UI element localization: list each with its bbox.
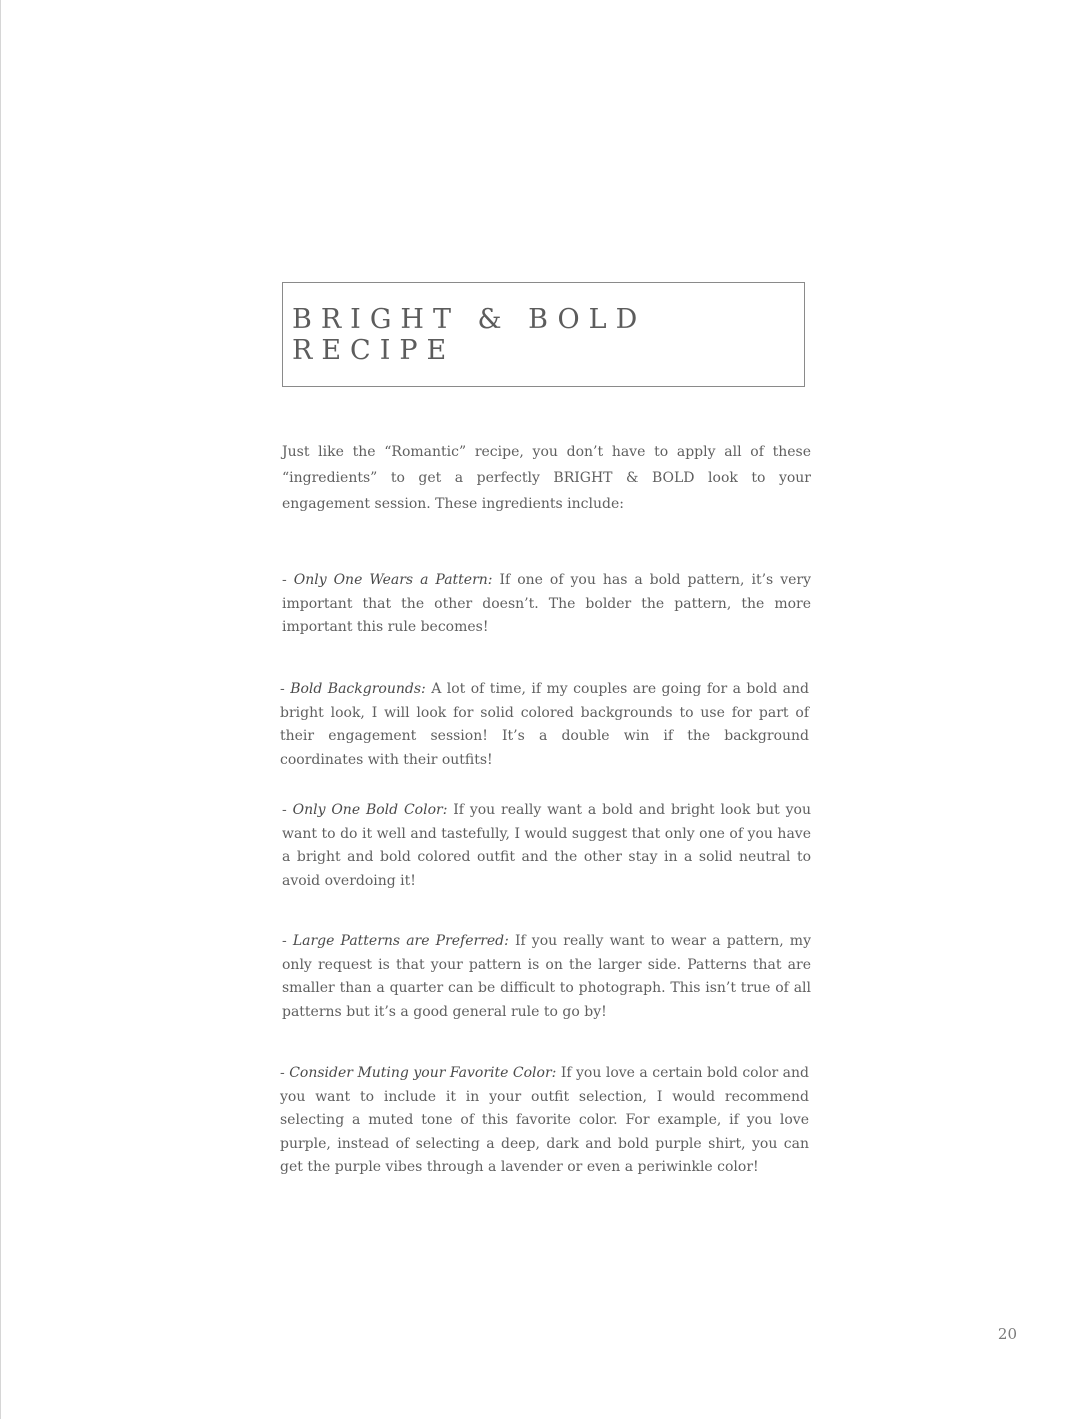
- tip-body: If one of you has a bold pattern, it’s very important that the other doesn’t. The bolder the pattern, the more important this rule becomes!: [282, 572, 811, 635]
- page-title: BRIGHT & BOLD RECIPE: [292, 303, 647, 366]
- tip-prefix: -: [282, 802, 293, 818]
- tip-paragraph-muting-color: [280, 1062, 809, 1180]
- tip-paragraph-backgrounds: [280, 678, 809, 772]
- tip-paragraph-large-patterns: [282, 930, 811, 1024]
- page-number: 20: [997, 1325, 1017, 1343]
- page-edge-line: [0, 0, 1, 1419]
- tip-label: Only One Wears a Pattern:: [293, 572, 493, 588]
- tip-label: Large Patterns are Preferred:: [292, 933, 509, 949]
- tip-prefix: -: [280, 1065, 290, 1081]
- tip-label: Only One Bold Color:: [292, 802, 448, 818]
- tip-label: Bold Backgrounds:: [290, 681, 426, 697]
- tip-prefix: -: [282, 933, 293, 949]
- title-box: [282, 282, 805, 387]
- intro-paragraph: Just like the “Romantic” recipe, you don’t have to apply all of these “ingredients” to get a perfectly BRIGHT & BOLD look to your engagement session. These ingredients include:: [282, 444, 811, 512]
- tip-paragraph-pattern: [282, 569, 811, 640]
- tip-body: If you really want a bold and bright look but you want to do it well and tastefully, I would suggest that only one of you have a bright and bold colored outfit and the other stay in a solid neutral to avoid overdoing it!: [282, 802, 812, 889]
- tip-body: If you love a certain bold color and you want to include it in your outfit selection, I would recommend selecting a muted tone of this favorite color. For example, if you love purple, instead of selecting a deep, dark and bold purple shirt, you can get the purple vibes through a lavender or even a periwinkle color!: [280, 1065, 809, 1175]
- tip-body: A lot of time, if my couples are going for a bold and bright look, I will look for solid colored backgrounds to use for part of their engagement session! It’s a double win if the background coordinates with their outfits!: [280, 681, 810, 768]
- tip-prefix: -: [280, 681, 291, 697]
- tip-label: Consider Muting your Favorite Color:: [289, 1065, 557, 1081]
- tip-paragraph-bold-color: [282, 799, 811, 893]
- tip-body: If you really want to wear a pattern, my only request is that your pattern is on the larger side. Patterns that are smaller than a quarter can be difficult to photograph. This isn’t true of all patterns but it’s a good general rule to go by!: [282, 933, 811, 1020]
- tip-prefix: -: [282, 572, 294, 588]
